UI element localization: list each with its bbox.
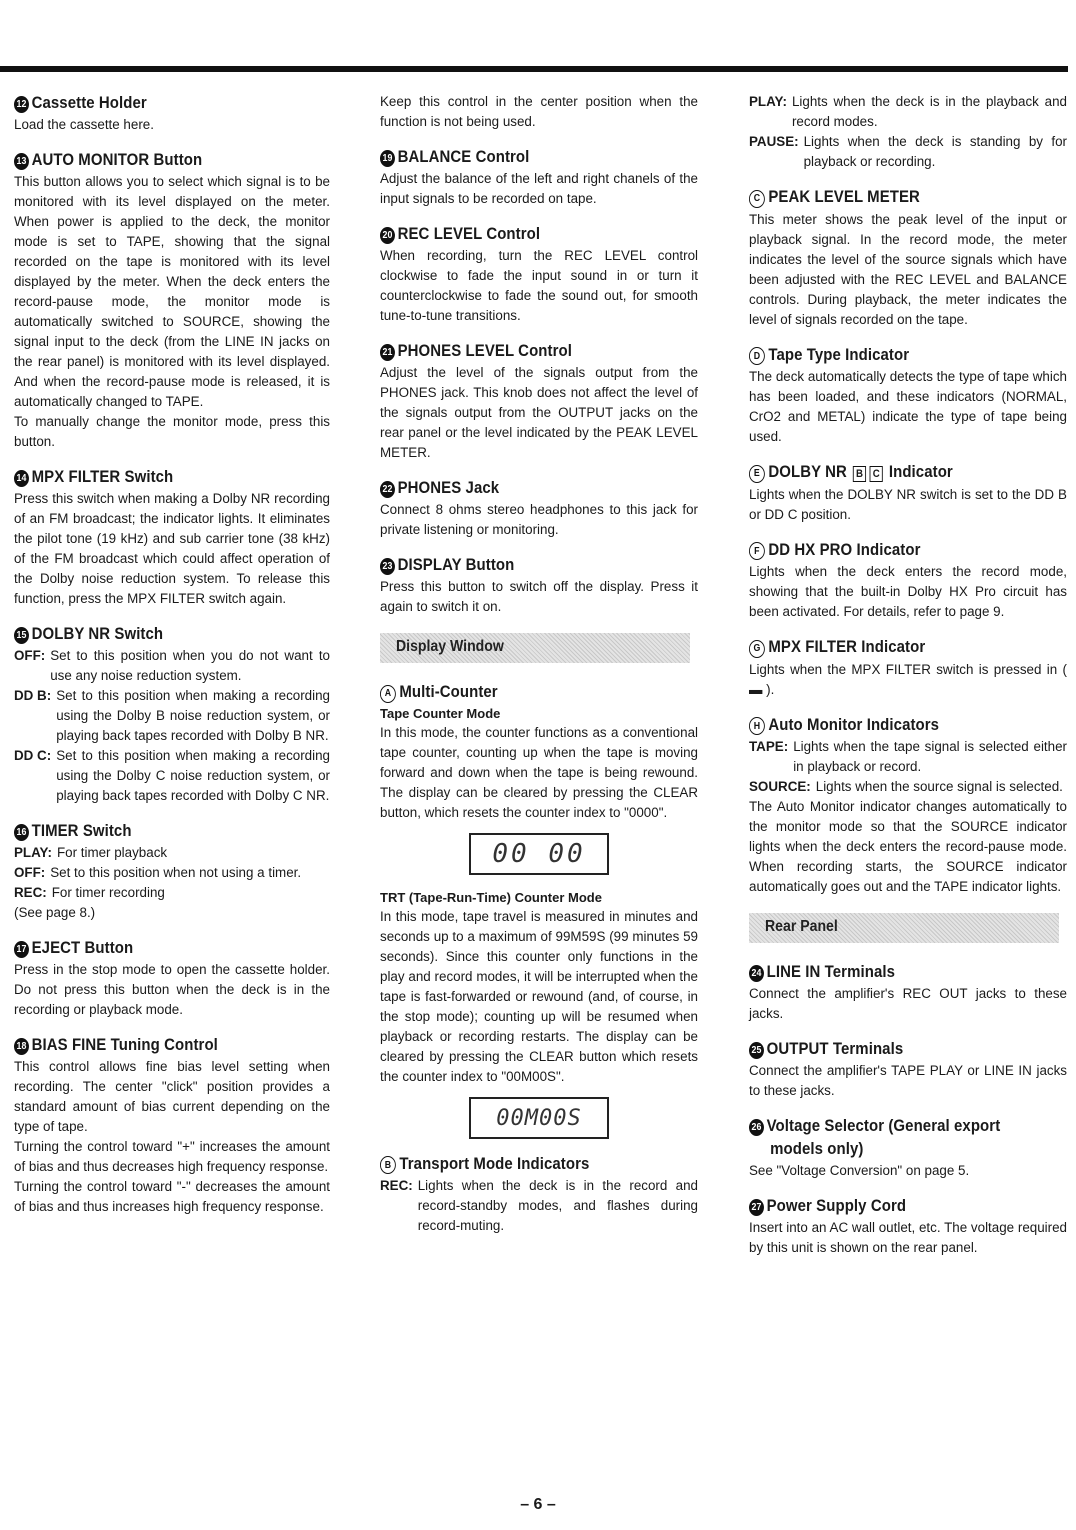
section-body: Turning the control toward "-" decreases the amount of bias and thus increases high frequency response.: [14, 1179, 330, 1214]
heading-text: Voltage Selector (General export: [766, 1116, 1001, 1135]
definition-list: [749, 92, 1067, 172]
number-badge: 23: [380, 558, 395, 575]
section-heading: [749, 344, 1029, 366]
heading-text: Cassette Holder: [31, 93, 147, 112]
heading-text: PEAK LEVEL METER: [768, 187, 920, 206]
definition: For timer playback: [56, 845, 168, 860]
heading-text: TIMER Switch: [31, 821, 132, 840]
section-auto-monitor-indicators: [749, 714, 1067, 898]
section-heading: [749, 1115, 1029, 1136]
section-heading: [749, 539, 1029, 561]
section-body: Adjust the balance of the left and right chanels of the input signals to be recorded on tape.: [380, 171, 698, 206]
section-note: (See page 8.): [14, 905, 96, 920]
section-heading: [14, 92, 292, 113]
section-body: When recording, turn the REC LEVEL control clockwise to fade the input sound in or turn it counterclockwise to fade the sound out, for smooth tune-to-tune transitions.: [380, 248, 698, 323]
subheading: TRT (Tape-Run-Time) Counter Mode: [380, 889, 602, 905]
definition-row: [749, 92, 1067, 132]
section-body: Load the cassette here.: [14, 117, 154, 132]
nr-b-box: B: [853, 466, 866, 482]
heading-text: OUTPUT Terminals: [766, 1039, 904, 1058]
section-heading: [14, 623, 292, 644]
definition-row: [14, 686, 330, 746]
definition: Set to this position when not using a timer.: [50, 865, 302, 880]
section-heading: [14, 820, 292, 841]
section-heading: [749, 1195, 1029, 1216]
definition: Set to this position when you do not want to use any noise reduction system.: [50, 648, 330, 683]
term: OFF:: [14, 865, 46, 880]
letter-badge: H: [749, 717, 765, 735]
number-badge: 16: [14, 824, 29, 841]
section-body: Insert into an AC wall outlet, etc. The voltage required by this unit is shown on the rear panel.: [749, 1220, 1067, 1255]
heading-text: DISPLAY Button: [397, 555, 515, 574]
section-heading: [14, 1034, 292, 1055]
heading-text: LINE IN Terminals: [766, 962, 896, 981]
lcd-digits: 00 00: [492, 838, 586, 869]
section-body: Press this button to switch off the display. Press it again to switch it on.: [380, 579, 698, 614]
section-output-terminals: [749, 1038, 1067, 1101]
definition: Lights when the source signal is selected.: [815, 779, 1063, 794]
section-body: Adjust the level of the signals output from the PHONES jack. This knob does not affect the level of the signals output from the OUTPUT jacks on the rear panel or the level indicated by the PEAK LEVEL METER.: [380, 365, 698, 460]
section-display-button: [380, 554, 698, 617]
section-auto-monitor: [14, 149, 330, 452]
column-3: [749, 92, 1067, 1272]
section-heading: [14, 149, 292, 170]
definition: Lights when the deck is standing by for playback or recording.: [803, 134, 1067, 169]
section-voltage-selector: [749, 1115, 1067, 1181]
letter-badge: E: [749, 465, 765, 483]
term: SOURCE:: [749, 779, 811, 794]
lcd-digits: 00M00S: [496, 1105, 582, 1131]
section-body: This button allows you to select which signal is to be monitored with its level displayed on the meter. When power is applied to the deck, the monitor mode is set to TAPE, showing that the signal recorded on the tape is monitored with its level displayed by the meter. When the deck enters the record-pause mode, the monitor mode is automatically switched to SOURCE, showing the signal input to the deck (from the LINE IN jacks on the rear panel) is monitored with its level displayed. And when the record-pause mode is released, it is automatically changed to TAPE.: [14, 174, 330, 409]
term: DD C:: [14, 748, 52, 763]
term: PLAY:: [14, 845, 52, 860]
section-balance: [380, 146, 698, 209]
term: PAUSE:: [749, 134, 799, 149]
section-heading: [749, 714, 1029, 736]
definition-row: [14, 843, 330, 863]
section-cassette-holder: [14, 92, 330, 135]
section-line-in: [749, 961, 1067, 1024]
definition-list: [14, 646, 330, 806]
section-body: The deck automatically detects the type of tape which has been loaded, and these indicators (NORMAL, CrO2 and METAL) indicate the type of tape being used.: [749, 369, 1067, 444]
section-heading: [749, 961, 1029, 982]
section-body: Lights when the deck enters the record mode, showing that the built-in Dolby HX Pro circuit has been activated. For details, refer to page 9.: [749, 564, 1067, 619]
letter-badge: C: [749, 190, 765, 208]
heading-text: PHONES LEVEL Control: [397, 341, 572, 360]
section-hx-pro: [749, 539, 1067, 623]
heading-text: Indicator: [888, 462, 953, 481]
section-heading: [380, 554, 660, 575]
section-body: Connect the amplifier's TAPE PLAY or LINE IN jacks to these jacks.: [749, 1063, 1067, 1098]
section-timer-switch: [14, 820, 330, 923]
section-body: The Auto Monitor indicator changes automatically to the monitor mode so that the SOURCE indicator lights when the deck enters the record-pause mode. When recording starts, the SOURCE indicator automatically goes out and the TAPE indicator lights.: [749, 799, 1067, 894]
section-body: Press this switch when making a Dolby NR recording of an FM broadcast; the indicator lights. It eliminates the pilot tone (19 kHz) and sub carrier tone (38 kHz) of the FM broadcast which could affect operation of the Dolby noise reduction system. To release this function, press the MPX FILTER switch again.: [14, 491, 330, 606]
section-body: Connect 8 ohms stereo headphones to this jack for private listening or monitoring.: [380, 502, 698, 537]
section-peak-level-meter: [749, 186, 1067, 330]
number-badge: 14: [14, 470, 29, 487]
section-dolby-nr-indicator: [749, 461, 1067, 525]
definition: Lights when the tape signal is selected either in playback or record.: [793, 739, 1067, 774]
definition-list: [380, 1176, 698, 1236]
letter-badge: D: [749, 347, 765, 365]
heading-text: Power Supply Cord: [766, 1196, 907, 1215]
number-badge: 17: [14, 941, 29, 958]
definition-list: [14, 843, 330, 903]
section-transport-mode: [380, 1153, 698, 1237]
section-transport-continued: [749, 92, 1067, 172]
section-body: Keep this control in the center position when the function is not being used.: [380, 94, 698, 129]
section-intro: [380, 92, 698, 132]
number-badge: 25: [749, 1042, 764, 1059]
section-body: Lights when the MPX FILTER switch is pressed in ( ▬ ).: [749, 661, 1067, 697]
heading-text: PHONES Jack: [397, 478, 500, 497]
section-heading: [380, 681, 660, 703]
section-heading: [380, 223, 660, 244]
heading-text: EJECT Button: [31, 938, 134, 957]
top-rule: [0, 66, 1068, 72]
term: REC:: [14, 885, 47, 900]
definition: Set to this position when making a recording using the Dolby B noise reduction system, or playing back tapes recorded with Dolby B NR.: [56, 688, 330, 743]
section-banner-rear-panel: [749, 913, 1059, 943]
section-mpx-filter: [14, 466, 330, 609]
term: TAPE:: [749, 739, 789, 754]
heading-text: DOLBY NR Switch: [31, 624, 164, 643]
definition-row: [380, 1176, 698, 1236]
heading-text: Tape Type Indicator: [768, 344, 910, 364]
section-body: See "Voltage Conversion" on page 5.: [749, 1163, 970, 1178]
lcd-display: [469, 833, 609, 875]
page-number: – 6 –: [520, 1496, 556, 1513]
term: OFF:: [14, 648, 46, 663]
term: DD B:: [14, 688, 52, 703]
number-badge: 18: [14, 1038, 29, 1055]
number-badge: 12: [14, 96, 29, 113]
definition: Set to this position when making a recording using the Dolby C noise reduction system, or playing back tapes recorded with Dolby C NR.: [56, 748, 330, 803]
term: PLAY:: [749, 94, 787, 109]
section-phones-jack: [380, 477, 698, 540]
heading-text: Transport Mode Indicators: [399, 1153, 590, 1173]
section-body: To manually change the monitor mode, press this button.: [14, 414, 330, 449]
subheading: Tape Counter Mode: [380, 705, 501, 721]
number-badge: 19: [380, 150, 395, 167]
section-eject-button: [14, 937, 330, 1020]
letter-badge: B: [380, 1156, 396, 1174]
definition-row: [14, 883, 330, 903]
column-1: [14, 92, 330, 1231]
section-banner-display-window: [380, 633, 690, 663]
number-badge: 27: [749, 1199, 764, 1216]
number-badge: 20: [380, 227, 395, 244]
section-phones-level: [380, 340, 698, 463]
definition-row: [749, 737, 1067, 777]
section-dolby-nr-switch: [14, 623, 330, 806]
section-heading: [14, 937, 292, 958]
definition-row: [749, 132, 1067, 172]
letter-badge: F: [749, 542, 765, 560]
section-body: This meter shows the peak level of the input or playback signal. In the record mode, the meter indicates the level of the source signals which have been adjusted with the REC LEVEL and BALANCE controls. During playback, the meter indicates the level of signals recorded on the tape.: [749, 211, 1067, 327]
letter-badge: A: [380, 685, 396, 703]
section-heading: [749, 461, 1029, 483]
definition-row: [14, 746, 330, 806]
section-body: In this mode, tape travel is measured in minutes and seconds up to a maximum of 99M59S (99 minutes 59 seconds). Since this counter only functions in the play and record modes, it will be interrupted when the tape is fast-forwarded or rewound (and, of course, in the stop mode); counting up will be resumed when playback or recording restarts. The display can be cleared by pressing the CLEAR button which resets the counter index to "00M00S".: [380, 908, 698, 1084]
lcd-display: [469, 1097, 609, 1139]
heading-text: Multi-Counter: [399, 682, 498, 701]
heading-text: MPX FILTER Switch: [31, 467, 174, 486]
heading-text: DD HX PRO Indicator: [768, 539, 921, 559]
heading-text: models only): [770, 1139, 864, 1158]
definition: For timer recording: [51, 885, 165, 900]
banner-text: Rear Panel: [765, 918, 838, 935]
heading-text: REC LEVEL Control: [397, 224, 541, 243]
definition-row: [14, 646, 330, 686]
section-multi-counter: [380, 681, 698, 1139]
section-heading: [749, 636, 1029, 658]
section-heading: [749, 1038, 1029, 1059]
heading-text: AUTO MONITOR Button: [31, 150, 203, 169]
section-rec-level: [380, 223, 698, 326]
section-body: Lights when the DOLBY NR switch is set to the DD B or DD C position.: [749, 486, 1067, 522]
definition: Lights when the deck is in the playback and record modes.: [791, 94, 1067, 129]
definition-row: [749, 777, 1067, 797]
heading-text: DOLBY NR: [768, 462, 847, 481]
letter-badge: G: [749, 640, 765, 658]
section-body: Press in the stop mode to open the cassette holder. Do not press this button when the deck is in the recording or playback mode.: [14, 962, 330, 1017]
section-tape-type: [749, 344, 1067, 448]
section-heading: [380, 146, 660, 167]
term: REC:: [380, 1178, 413, 1193]
section-heading: [380, 1153, 660, 1175]
number-badge: 26: [749, 1119, 764, 1136]
definition: Lights when the deck is in the record and record-standby modes, and flashes during record-muting.: [417, 1178, 698, 1233]
heading-text: Auto Monitor Indicators: [768, 714, 940, 734]
section-mpx-filter-indicator: [749, 636, 1067, 700]
heading-text: BALANCE Control: [397, 147, 530, 166]
heading-text: BIAS FINE Tuning Control: [31, 1035, 218, 1054]
nr-c-box: C: [870, 466, 883, 482]
section-body: Turning the control toward "+" increases the amount of bias and thus decreases high frequency response.: [14, 1139, 330, 1174]
section-body: This control allows fine bias level setting when recording. The center "click" position provides a standard amount of bias current depending on the type of tape.: [14, 1059, 330, 1134]
definition-row: [14, 863, 330, 883]
section-heading-continued: [749, 1138, 1029, 1159]
section-bias-fine: [14, 1034, 330, 1217]
section-heading: [749, 186, 1029, 208]
number-badge: 15: [14, 627, 29, 644]
section-power-cord: [749, 1195, 1067, 1258]
section-heading: [380, 340, 660, 361]
section-heading: [14, 466, 292, 487]
number-badge: 13: [14, 153, 29, 170]
number-badge: 24: [749, 965, 764, 982]
banner-text: Display Window: [396, 638, 504, 655]
definition-list: [749, 737, 1067, 797]
section-body: Connect the amplifier's REC OUT jacks to these jacks.: [749, 986, 1067, 1021]
column-2: [380, 92, 698, 1250]
heading-text: MPX FILTER Indicator: [768, 637, 926, 656]
number-badge: 21: [380, 344, 395, 361]
number-badge: 22: [380, 481, 395, 498]
section-body: In this mode, the counter functions as a conventional tape counter, counting up when the tape is moving forward and down when the tape is being rewound. The display can be cleared by pressing the CLEAR button, which resets the counter index to "0000".: [380, 724, 698, 820]
section-heading: [380, 477, 660, 498]
